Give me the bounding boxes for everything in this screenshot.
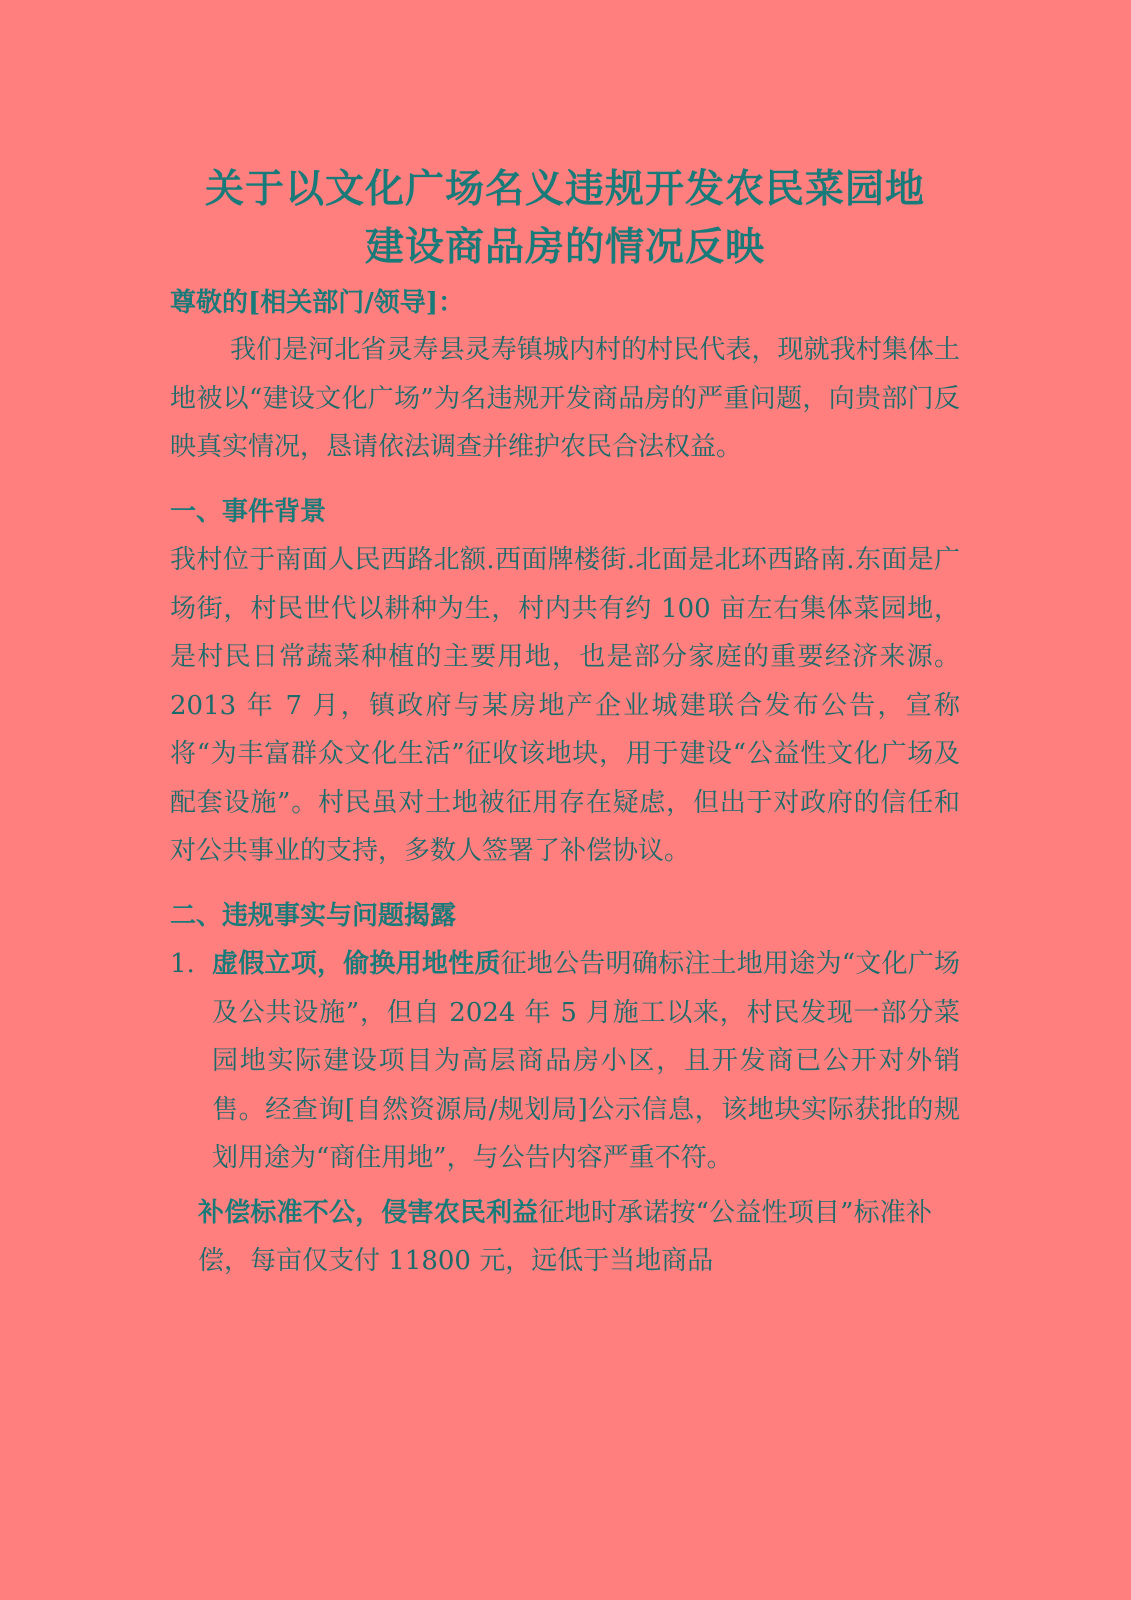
list-item-lead: 虚假立项，偷换用地性质: [212, 949, 501, 979]
section-2-heading: 二、违规事实与问题揭露: [170, 900, 457, 931]
salutation: 尊敬的[相关部门/领导]：: [170, 288, 465, 318]
document-page: [170, 160, 960, 1286]
list-item: [198, 1189, 960, 1286]
section-1-heading: 一、事件背景: [170, 496, 327, 527]
title-line-1: 关于以文化广场名义违规开发农民菜园地: [204, 166, 925, 212]
intro-paragraph: 我们是河北省灵寿县灵寿镇城内村的村民代表，现就我村集体土地被以“建设文化广场”为名违规开发商品房的严重问题，向贵部门反映真实情况，恳请依法调查并维护农民合法权益。: [170, 335, 960, 462]
section-1-body: 我村位于南面人民西路北额.西面牌楼街.北面是北环西路南.东面是广场街，村民世代以耕种为生，村内共有约 100 亩左右集体菜园地，是村民日常蔬菜种植的主要用地，也是部分家庭的重要经济来源。2013 年 7 月，镇政府与某房地产企业城建联合发布公告，宣称将“为丰富群众文化生活”征收该地块，用于建设“公益性文化广场及配套设施”。村民虽对土地被征用存在疑虑，但出于对政府的信任和对公共事业的支持，多数人签署了补偿协议。: [170, 545, 960, 866]
title-line-2: 建设商品房的情况反映: [364, 224, 765, 270]
list-item-number: 1.: [170, 949, 195, 979]
list-item-body: 征地时承诺按“公益性项目”标准补偿，每亩仅支付 11800 元，远低于当地商品: [198, 1197, 932, 1276]
list-item-lead: 补偿标准不公，侵害农民利益: [198, 1197, 539, 1228]
document-title: [170, 160, 960, 276]
list-item-body: 征地公告明确标注土地用途为“文化广场及公共设施”，但自 2024 年 5 月施工以来，村民发现一部分菜园地实际建设项目为高层商品房小区，且开发商已公开对外销售。经查询[自然资源局/规划局]公示信息，该地块实际获批的规划用途为“商住用地”，与公告内容严重不符。: [212, 949, 960, 1173]
list-item: [170, 940, 960, 1183]
